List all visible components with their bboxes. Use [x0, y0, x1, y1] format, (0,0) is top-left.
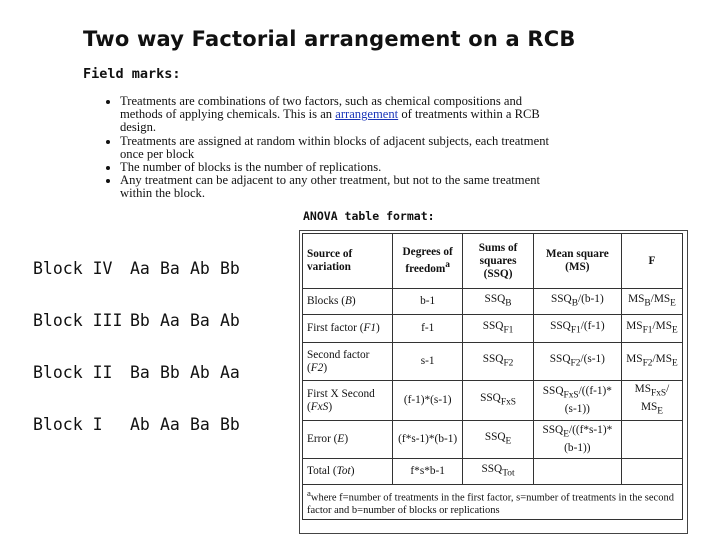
cell-text: SSQ — [542, 424, 564, 437]
cell-subscript: F1 — [570, 325, 581, 336]
cell-subscript: F1 — [642, 325, 653, 336]
arrangement-link[interactable]: arrangement — [335, 107, 399, 122]
cell-text: SSQ — [480, 391, 501, 404]
source-cell — [303, 343, 393, 381]
table-row — [303, 289, 683, 315]
cell-subscript: E — [563, 429, 569, 440]
cell-subscript: FxS — [500, 397, 517, 408]
cell-text: /(b-1) — [577, 292, 604, 305]
f-cell — [621, 289, 682, 315]
treatment-cell: Ab — [190, 259, 210, 278]
cell-text: /((f-1)*(s-1)) — [564, 385, 612, 415]
table-footnote-row — [303, 485, 683, 520]
cell-text: Second factor ( — [307, 348, 370, 374]
field-marks-list — [102, 95, 566, 201]
cell-text: /MS — [650, 292, 671, 305]
ssq-cell — [463, 421, 533, 459]
cell-text: /MS — [652, 352, 672, 365]
cell-subscript: F2 — [642, 358, 653, 369]
ms-cell — [533, 289, 621, 315]
footnote-marker: a — [307, 488, 311, 498]
cell-subscript: FxS — [651, 388, 667, 399]
treatment-cell: Ba — [190, 415, 210, 434]
treatment-cell: Ba — [130, 363, 150, 382]
cell-subscript: B — [644, 298, 651, 309]
cell-text: Blocks ( — [307, 295, 345, 307]
df-cell: s-1 — [392, 343, 463, 381]
cell-text: MS — [634, 383, 651, 396]
table-row — [303, 315, 683, 343]
column-header: Sums of squares (SSQ) — [463, 234, 533, 289]
df-cell: (f-1)*(s-1) — [392, 381, 463, 421]
block-row — [33, 363, 293, 387]
ms-cell — [533, 315, 621, 343]
cell-text: SSQ — [482, 352, 504, 365]
cell-subscript: F2 — [503, 358, 514, 369]
cell-text: ) — [328, 400, 333, 413]
cell-text: First X Second ( — [307, 387, 375, 413]
cell-text: Tot — [336, 465, 351, 477]
bullet-text: The number of blocks is the number of replications. — [120, 160, 382, 175]
treatment-cell: Ba — [190, 311, 210, 330]
cell-text: SSQ — [550, 319, 571, 332]
cell-subscript: E — [670, 298, 676, 309]
cell-subscript: FxS — [563, 390, 579, 401]
cell-text: /(s-1) — [580, 352, 605, 365]
cell-text: SSQ — [542, 385, 564, 398]
cell-text: SSQ — [550, 292, 572, 305]
df-cell: (f*s-1)*(b-1) — [392, 421, 463, 459]
treatment-cell: Bb — [160, 363, 180, 382]
cell-subscript: F1 — [503, 325, 514, 336]
block-name: Block I — [33, 415, 103, 434]
block-row — [33, 415, 293, 439]
treatment-cell: Bb — [220, 415, 240, 434]
table-footnote — [303, 485, 683, 520]
bullet-item — [120, 95, 566, 135]
ssq-cell — [463, 343, 533, 381]
cell-subscript: E — [657, 405, 664, 416]
table-header-row — [303, 234, 683, 289]
bullet-item — [120, 135, 566, 161]
cell-text: F2 — [310, 361, 324, 374]
ssq-cell — [463, 381, 533, 421]
bullet-item — [120, 174, 566, 200]
header-text: Degrees of freedom — [402, 246, 453, 275]
treatment-cell: Ab — [220, 311, 240, 330]
cell-text: SSQ — [481, 462, 503, 475]
block-name: Block IV — [33, 259, 113, 278]
cell-text: ) — [344, 433, 349, 445]
block-row — [33, 259, 293, 283]
table-row — [303, 343, 683, 381]
cell-text: SSQ — [549, 352, 571, 365]
source-cell — [303, 289, 393, 315]
f-cell — [621, 343, 682, 381]
cell-text: Error ( — [307, 433, 338, 445]
bullet-text: Any treatment can be adjacent to any other treatment, but not to the same treatment within the block. — [120, 173, 540, 201]
cell-subscript: E — [671, 325, 678, 336]
cell-text: /((f*s-1)*(b-1)) — [564, 424, 613, 454]
treatment-cell: Bb — [220, 259, 240, 278]
treatment-cell: Ab — [130, 415, 150, 434]
cell-text: ) — [376, 322, 380, 334]
source-cell — [303, 381, 393, 421]
cell-text: First factor ( — [307, 322, 364, 334]
table-row — [303, 421, 683, 459]
cell-text: F1 — [363, 322, 377, 334]
treatment-cell: Bb — [130, 311, 150, 330]
table-row — [303, 459, 683, 485]
source-cell — [303, 459, 393, 485]
cell-subscript: Tot — [502, 468, 515, 479]
footnote-marker: a — [445, 260, 450, 271]
bullet-text: of treatments within a RCB design. — [120, 107, 540, 135]
cell-text: B — [344, 295, 352, 307]
cell-subscript: F2 — [570, 358, 581, 369]
cell-subscript: B — [571, 298, 578, 309]
cell-text: Total ( — [307, 465, 337, 477]
source-cell — [303, 421, 393, 459]
ms-cell — [533, 381, 621, 421]
ssq-cell — [463, 315, 533, 343]
cell-text: E — [337, 433, 345, 445]
treatment-cell: Aa — [130, 259, 150, 278]
table-row — [303, 381, 683, 421]
cell-text: MS — [626, 352, 643, 365]
bullet-text: Treatments are assigned at random within blocks of adjacent subjects, each treatment once per block — [120, 133, 549, 161]
column-header — [392, 234, 463, 289]
source-cell — [303, 315, 393, 343]
treatment-cell: Ab — [190, 363, 210, 382]
treatment-cell: Aa — [160, 311, 180, 330]
block-name: Block III — [33, 311, 123, 330]
cell-text: SSQ — [484, 292, 506, 305]
column-header: Source of variation — [303, 234, 393, 289]
treatment-cell: Ba — [160, 259, 180, 278]
field-marks-heading: Field marks: — [83, 66, 181, 82]
treatment-cell: Aa — [220, 363, 240, 382]
ssq-cell — [463, 459, 533, 485]
block-row — [33, 311, 293, 335]
cell-text: /MS — [652, 319, 672, 332]
f-cell — [621, 459, 682, 485]
footnote-text: where f=number of treatments in the first factor, s=number of treatments in the second factor and b=number of blocks or replications — [307, 492, 674, 516]
anova-table — [302, 233, 683, 520]
df-cell: f-1 — [392, 315, 463, 343]
cell-text: ) — [350, 465, 355, 477]
page-title: Two way Factorial arrangement on a RCB — [83, 27, 576, 51]
bullet-text: Treatments are combinations of two factors, such as chemical compositions and methods of applying chemicals. This is an — [120, 94, 523, 122]
cell-text: /(f-1) — [580, 319, 605, 332]
cell-text: SSQ — [484, 430, 506, 443]
ms-cell — [533, 459, 621, 485]
anova-heading: ANOVA table format: — [303, 209, 443, 223]
df-cell: f*s*b-1 — [392, 459, 463, 485]
cell-text: ) — [323, 361, 328, 374]
cell-text: MS — [628, 292, 645, 305]
cell-text: MS — [626, 319, 643, 332]
cell-text: FxS — [310, 400, 329, 413]
f-cell — [621, 381, 682, 421]
treatment-cell: Aa — [160, 415, 180, 434]
cell-subscript: B — [505, 298, 512, 309]
ms-cell — [533, 343, 621, 381]
column-header: Mean square (MS) — [533, 234, 621, 289]
ms-cell — [533, 421, 621, 459]
f-cell — [621, 421, 682, 459]
column-header: F — [621, 234, 682, 289]
ssq-cell — [463, 289, 533, 315]
f-cell — [621, 315, 682, 343]
cell-text: / MS — [640, 383, 670, 413]
cell-subscript: E — [505, 436, 512, 447]
cell-subscript: E — [671, 358, 678, 369]
df-cell: b-1 — [392, 289, 463, 315]
cell-text: ) — [351, 295, 356, 307]
block-name: Block II — [33, 363, 113, 382]
cell-text: SSQ — [482, 319, 504, 332]
